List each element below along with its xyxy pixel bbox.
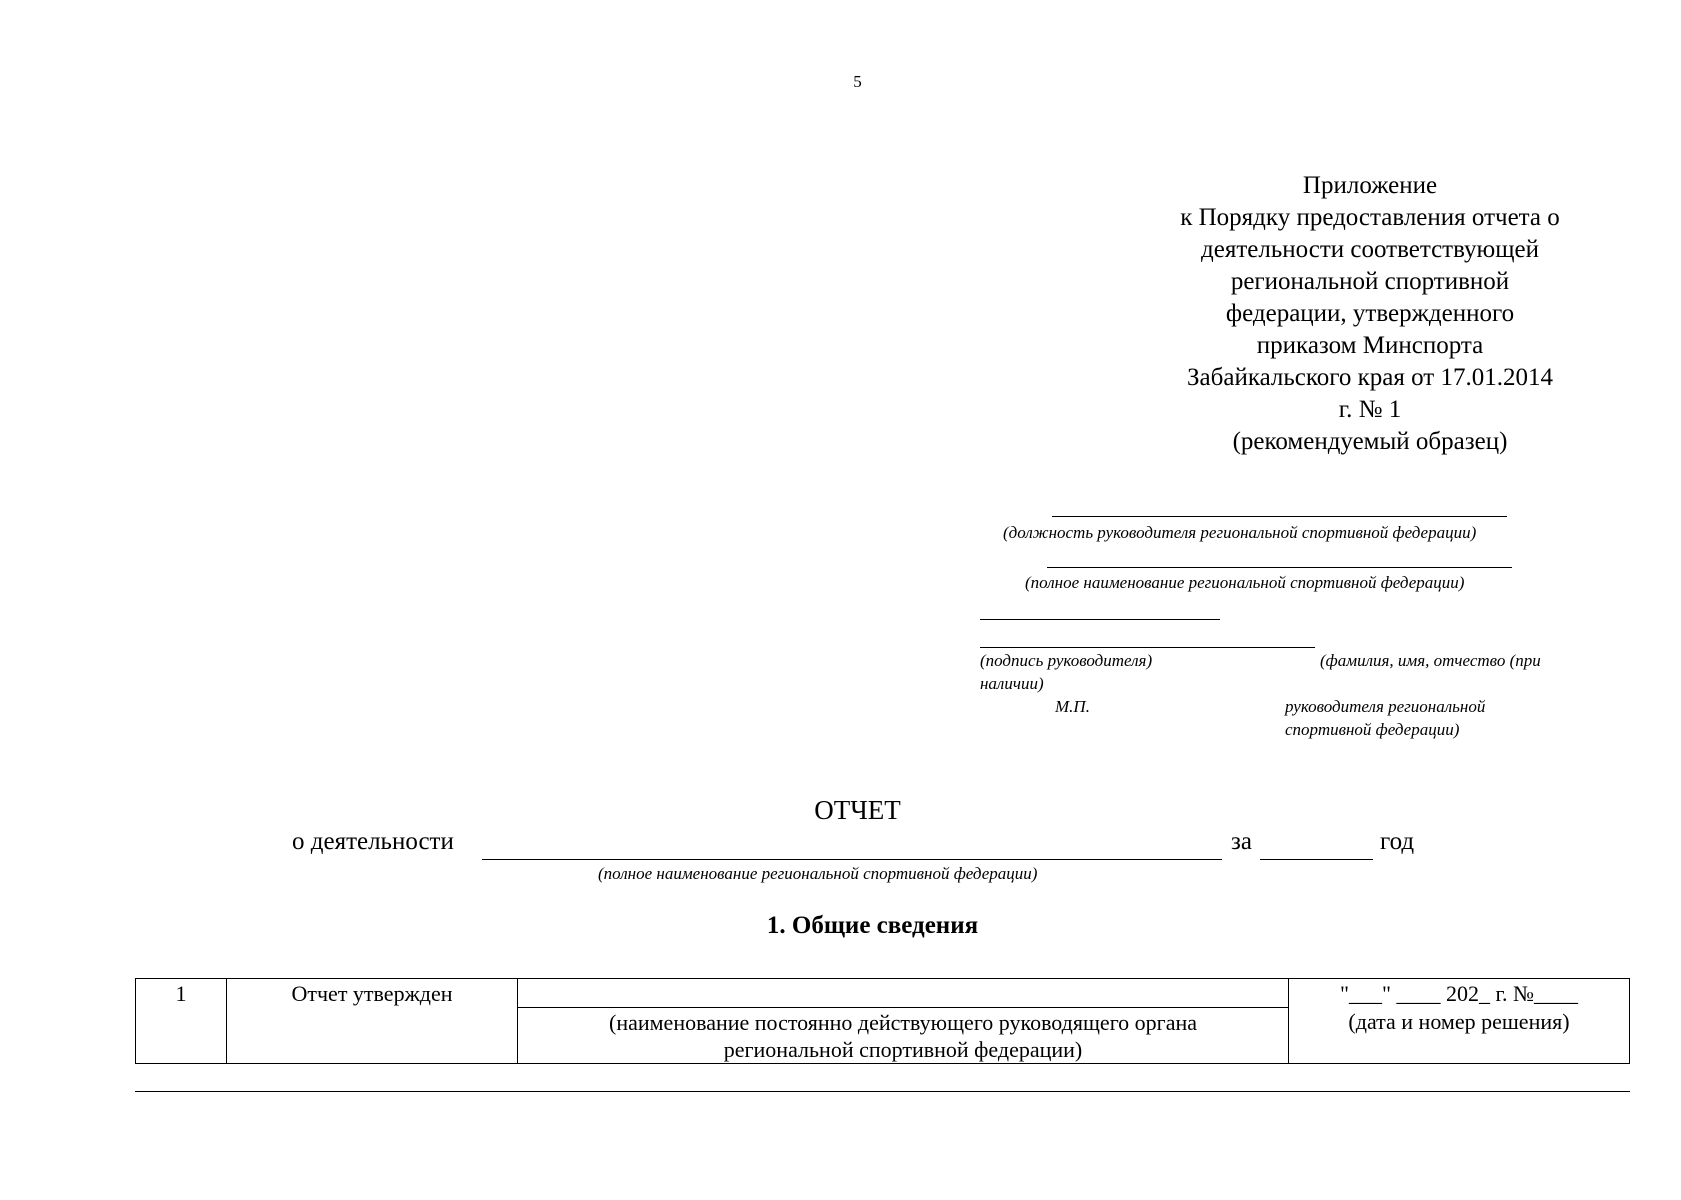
position-caption: (должность руководителя региональной спортивной федерации): [1003, 523, 1477, 542]
appendix-line: деятельности соответствующей: [1201, 236, 1539, 263]
decision-date-template: "___" ____ 202_ г. №____: [1340, 981, 1578, 1006]
appendix-line: к Порядку предоставления отчета о: [1180, 204, 1560, 231]
signature-caption: (подпись руководителя): [980, 651, 1153, 670]
appendix-line: г. № 1: [1338, 396, 1402, 423]
fio-caption-continued: наличии): [980, 674, 1044, 693]
decision-date-caption: (дата и номер решения): [1348, 1009, 1570, 1034]
appendix-line: (рекомендуемый образец): [1232, 428, 1508, 455]
general-info-table: [135, 978, 1630, 1064]
federation-name-blank-line: [482, 859, 1222, 860]
appendix-line: федерации, утвержденного: [1225, 300, 1515, 327]
federation-blank-line: [1047, 567, 1512, 568]
organ-caption-line: (наименование постоянно действующего руководящего органа: [609, 1010, 1197, 1035]
row-number-cell: 1: [136, 979, 227, 1064]
appendix-line: приказом Минспорта: [1256, 332, 1484, 359]
signature-blank-line-short: [980, 619, 1220, 620]
fio-caption-continued: спортивной федерации): [1285, 720, 1460, 739]
page-number: 5: [853, 72, 862, 91]
report-for-word: за: [1231, 828, 1252, 855]
row-label-cell: Отчет утвержден: [227, 979, 518, 1064]
federation-caption: (полное наименование региональной спортивной федерации): [1025, 573, 1465, 592]
organ-name-blank: [518, 979, 1288, 1008]
year-blank-line: [1260, 859, 1373, 860]
signature-blank-line: [980, 647, 1315, 648]
organ-name-cell: [518, 979, 1289, 1064]
federation-name-caption: (полное наименование региональной спортивной федерации): [598, 864, 1038, 883]
report-prefix: о деятельности: [292, 828, 454, 855]
section-title: 1. Общие сведения: [766, 912, 979, 939]
appendix-header: [1135, 170, 1605, 458]
footer-divider: [135, 1091, 1630, 1092]
appendix-line: региональной спортивной: [1230, 268, 1510, 295]
report-title: ОТЧЕТ: [814, 795, 901, 825]
report-year-word: год: [1380, 828, 1415, 855]
appendix-line: Забайкальского края от 17.01.2014: [1187, 364, 1553, 391]
fio-caption-continued: руководителя региональной: [1285, 697, 1486, 716]
position-blank-line: [1052, 516, 1507, 517]
appendix-line: Приложение: [1302, 172, 1438, 199]
fio-caption: (фамилия, имя, отчество (при: [1320, 651, 1541, 670]
organ-caption-line: региональной спортивной федерации): [723, 1037, 1083, 1062]
table-row: [136, 979, 1630, 1064]
decision-date-cell: [1289, 979, 1630, 1064]
organ-caption: [518, 1008, 1288, 1063]
seal-mark: М.П.: [1055, 697, 1090, 716]
